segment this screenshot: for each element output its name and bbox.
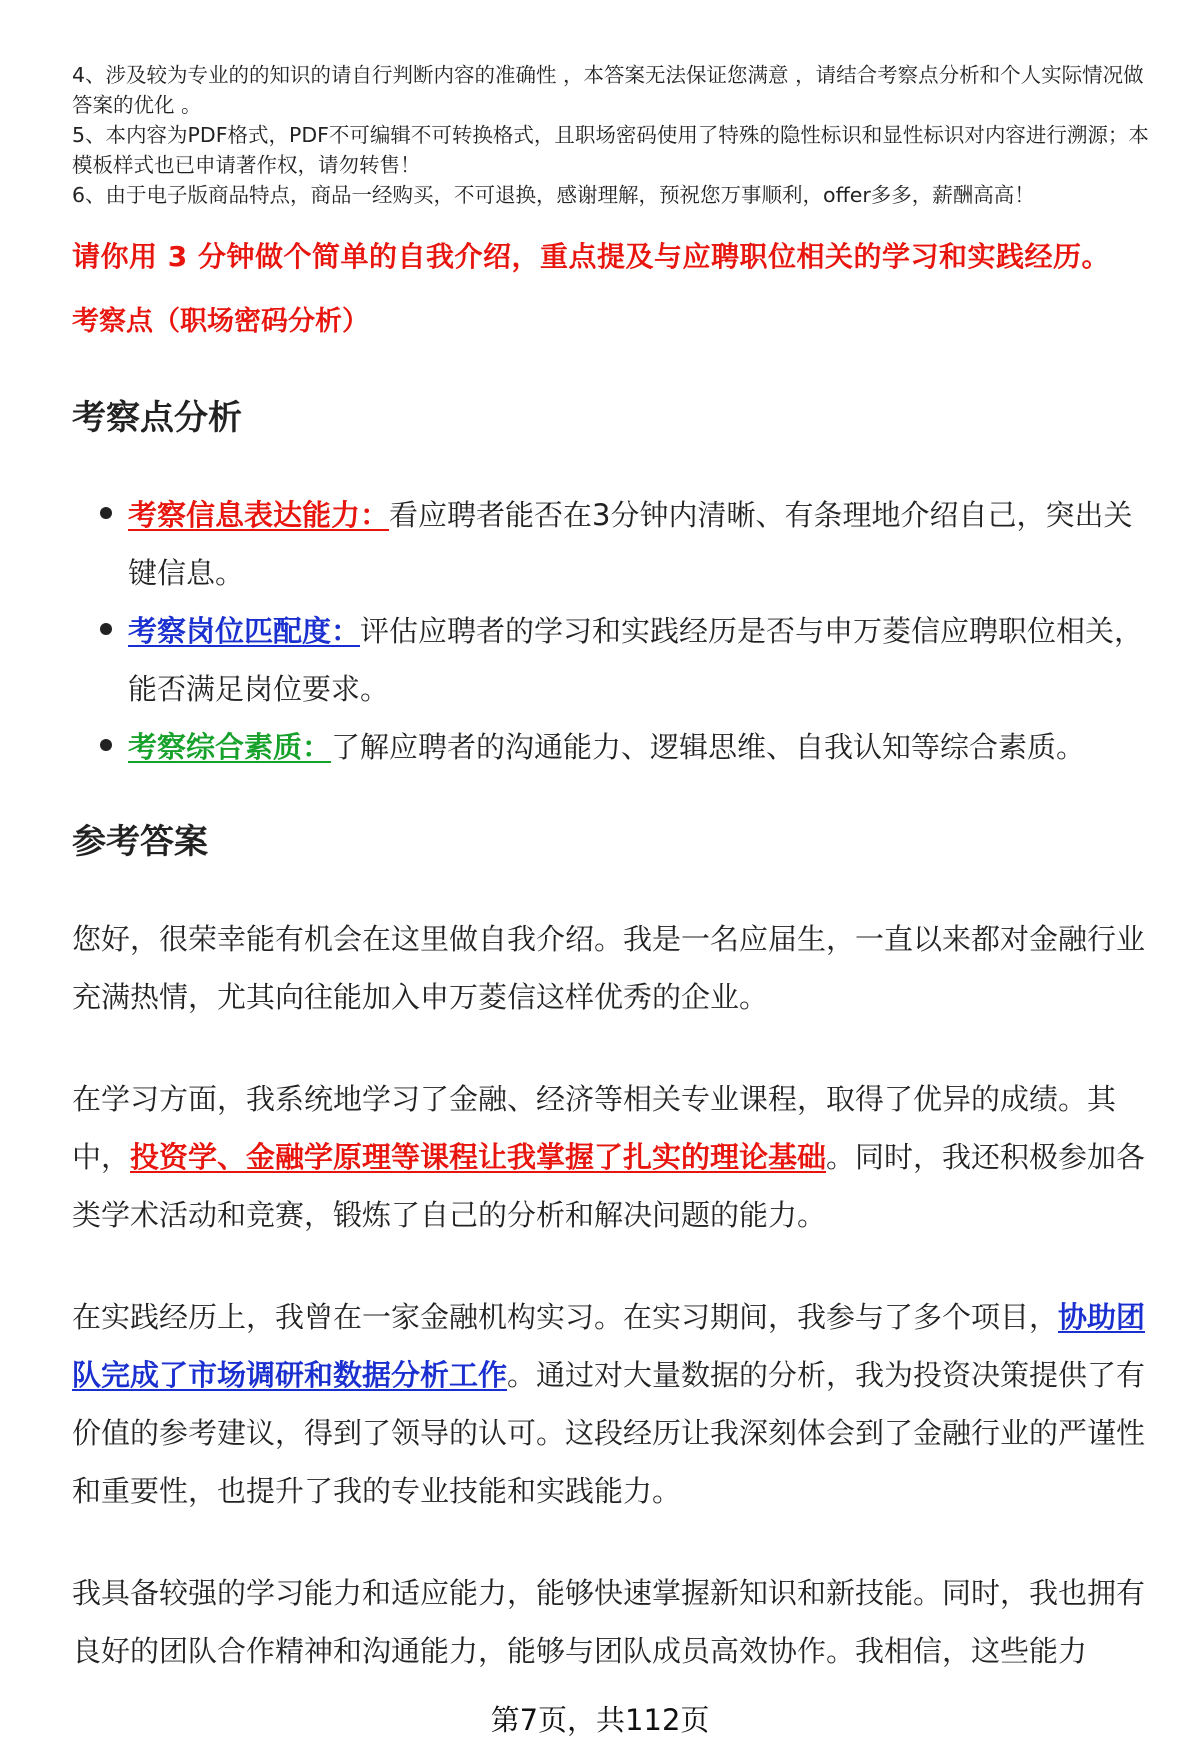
paragraph-text: 。通过对大量数据的分析，我为投资决策提供了有价值的参考建议，得到了领导的认可。这段经历让我深刻体会到了金融行业的严谨性和重要性，也提升了我的专业技能和实践能力。 bbox=[72, 1358, 1146, 1508]
bullet-icon bbox=[100, 623, 112, 635]
point-text: 看应聘者能否在3分钟内清晰、有条理地介绍自己，突出关键信息。 bbox=[128, 498, 1133, 590]
notes-list bbox=[72, 60, 1152, 210]
point-text: 评估应聘者的学习和实践经历是否与申万菱信应聘职位相关，能否满足岗位要求。 bbox=[128, 614, 1144, 706]
note-item: 6、由于电子版商品特点，商品一经购买，不可退换，感谢理解，预祝您万事顺利，offer多多，薪酬高高！ bbox=[72, 183, 1035, 207]
answer-title: 参考答案 bbox=[72, 822, 208, 862]
point-key: 考察岗位匹配度： bbox=[128, 614, 361, 648]
analysis-point bbox=[72, 486, 1152, 602]
interview-question: 请你用 3 分钟做个简单的自我介绍，重点提及与应聘职位相关的学习和实践经历。 bbox=[72, 240, 1110, 273]
point-key: 考察信息表达能力： bbox=[128, 498, 390, 532]
analysis-points bbox=[72, 486, 1152, 776]
paragraph-text: 在实践经历上，我曾在一家金融机构实习。在实习期间，我参与了多个项目， bbox=[72, 1300, 1059, 1334]
highlight-text: 协助团队完成了市场调研和数据分析工作 bbox=[72, 1300, 1146, 1392]
highlight-text: 投资学、金融学原理等课程让我掌握了扎实的理论基础 bbox=[130, 1140, 827, 1174]
analysis-title: 考察点分析 bbox=[72, 398, 242, 438]
document-page bbox=[72, 60, 1152, 1680]
note-item: 4、涉及较为专业的的知识的请自行判断内容的准确性 ，本答案无法保证您满意 ，请结合考察点分析和个人实际情况做答案的优化 。 bbox=[72, 63, 1144, 117]
answer-paragraph: 您好，很荣幸能有机会在这里做自我介绍。我是一名应届生，一直以来都对金融行业充满热情，尤其向往能加入申万菱信这样优秀的企业。 bbox=[72, 922, 1146, 1014]
page-number: 第7页，共112页 bbox=[490, 1703, 710, 1737]
paragraph-text: 。同时，我还积极参加各类学术活动和竞赛，锻炼了自己的分析和解决问题的能力。 bbox=[72, 1140, 1146, 1232]
answer-paragraph bbox=[72, 1288, 1147, 1520]
note-item: 5、本内容为PDF格式，PDF不可编辑不可转换格式，且职场密码使用了特殊的隐性标识和显性标识对内容进行溯源；本模板样式也已申请著作权，请勿转售！ bbox=[72, 123, 1149, 177]
point-key: 考察综合素质： bbox=[128, 730, 332, 764]
point-text: 了解应聘者的沟通能力、逻辑思维、自我认知等综合素质。 bbox=[331, 730, 1086, 764]
analysis-point bbox=[72, 718, 1152, 776]
analysis-point bbox=[72, 602, 1152, 718]
analysis-subheading: 考察点（职场密码分析） bbox=[72, 306, 369, 337]
answer-paragraph bbox=[72, 1070, 1147, 1244]
answer-paragraph: 我具备较强的学习能力和适应能力，能够快速掌握新知识和新技能。同时，我也拥有良好的团队合作精神和沟通能力，能够与团队成员高效协作。我相信，这些能力 bbox=[72, 1576, 1146, 1668]
paragraph-text: 在学习方面，我系统地学习了金融、经济等相关专业课程，取得了优异的成绩。其中， bbox=[72, 1082, 1117, 1174]
bullet-icon bbox=[100, 739, 112, 751]
bullet-icon bbox=[100, 507, 112, 519]
